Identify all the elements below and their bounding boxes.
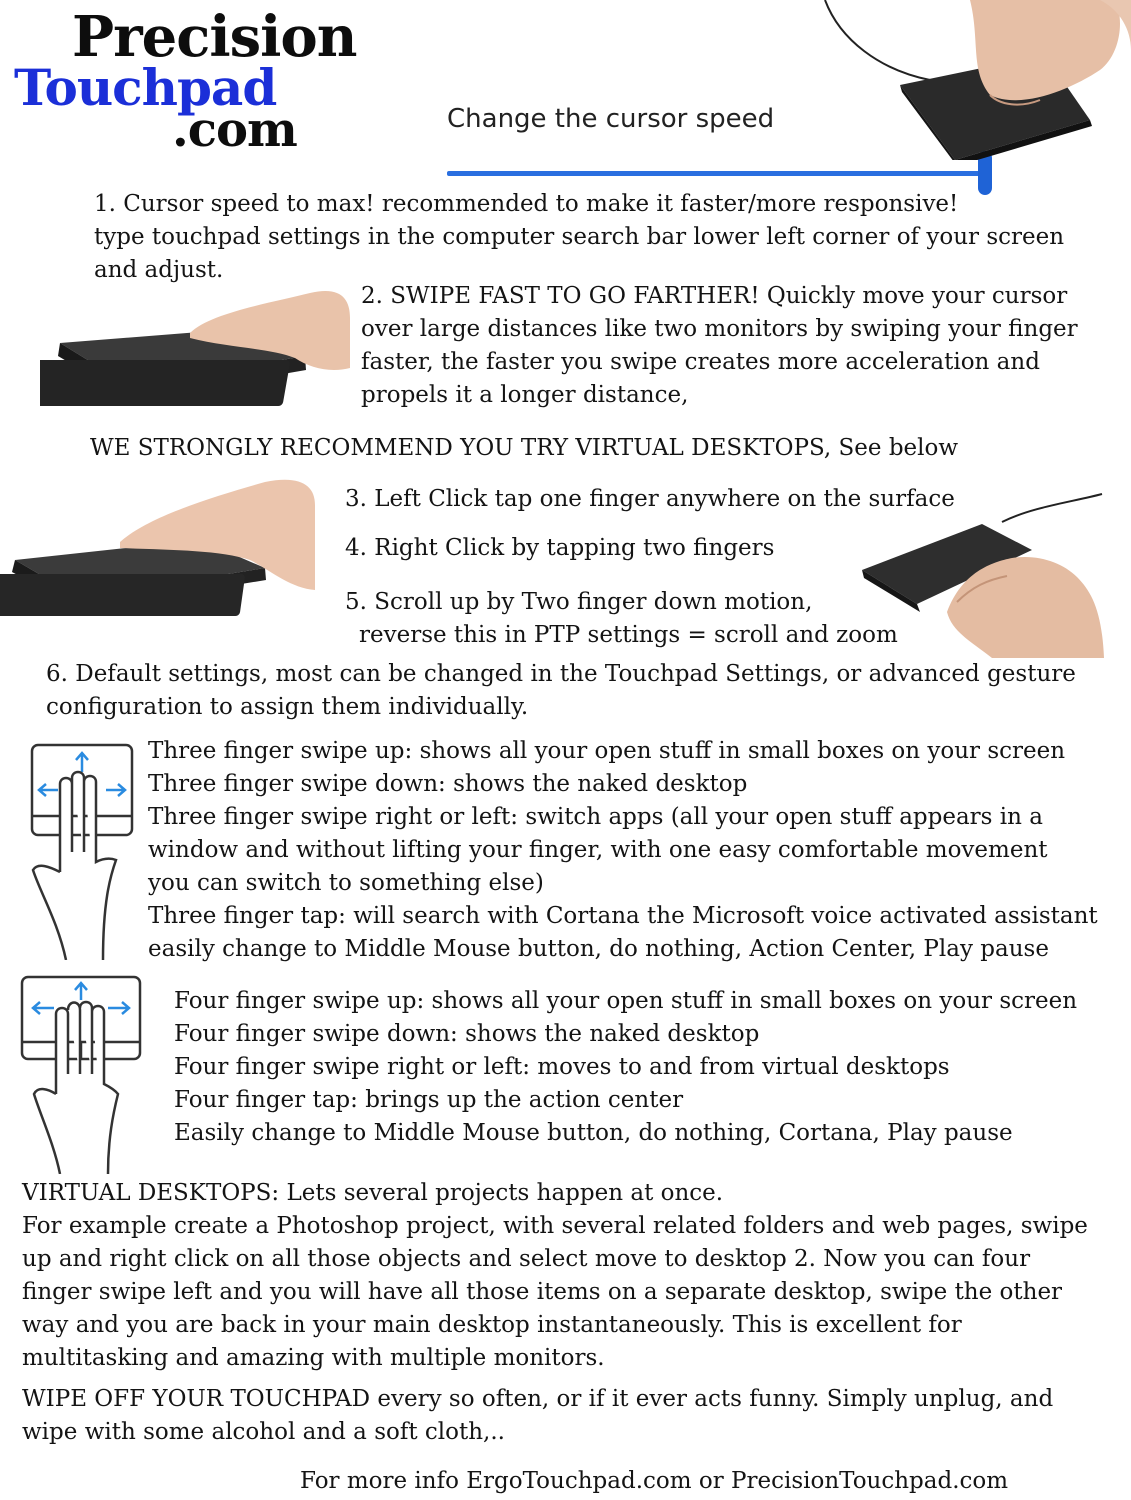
step1-line: type touchpad settings in the computer search bar lower left corner of your screen — [94, 224, 1065, 250]
step6-line: 6. Default settings, most can be changed in the Touchpad Settings, or advanced gesture — [46, 661, 1076, 687]
wipe-line: WIPE OFF YOUR TOUCHPAD every so often, or if it ever acts funny. Simply unplug, and — [22, 1386, 1054, 1412]
step1-text — [94, 188, 1064, 287]
step2-line: over large distances like two monitors by swiping your finger — [361, 316, 1078, 342]
footer-more-info: For more info ErgoTouchpad.com or PrecisionTouchpad.com — [300, 1468, 1009, 1494]
three-finger-line: you can switch to something else) — [148, 870, 544, 896]
three-finger-line: Three finger swipe right or left: switch apps (all your open stuff appears in a — [148, 804, 1043, 830]
finger-tap-photo — [0, 470, 315, 620]
step5-line: 5. Scroll up by Two finger down motion, — [345, 589, 813, 615]
virtual-desktops-recommendation: WE STRONGLY RECOMMEND YOU TRY VIRTUAL DESKTOPS, See below — [90, 435, 959, 461]
three-finger-line: Three finger swipe down: shows the naked desktop — [148, 771, 748, 797]
wipe-touchpad-paragraph — [22, 1383, 1053, 1449]
logo-precision-text: Precision — [72, 4, 357, 70]
four-finger-line: Four finger swipe down: shows the naked desktop — [174, 1021, 760, 1047]
three-finger-gesture-icon — [28, 742, 136, 960]
three-finger-line: easily change to Middle Mouse button, do nothing, Action Center, Play pause — [148, 936, 1049, 962]
step6-text — [46, 658, 1076, 724]
virtual-line: multitasking and amazing with multiple monitors. — [22, 1345, 605, 1371]
three-finger-line: window and without lifting your finger, with one easy comfortable movement — [148, 837, 1048, 863]
three-finger-line: Three finger tap: will search with Cortana the Microsoft voice activated assistant — [148, 903, 1098, 929]
logo-com-text: .com — [172, 102, 297, 158]
step2-line: 2. SWIPE FAST TO GO FARTHER! Quickly move your cursor — [361, 283, 1068, 309]
four-finger-gestures-text — [174, 985, 1077, 1150]
virtual-line: up and right click on all those objects and select move to desktop 2. Now you can four — [22, 1246, 1031, 1272]
virtual-line: way and you are back in your main desktop instantaneously. This is excellent for — [22, 1312, 962, 1338]
step2-text — [361, 280, 1078, 412]
four-finger-line: Four finger swipe up: shows all your open stuff in small boxes on your screen — [174, 988, 1078, 1014]
step6-line: configuration to assign them individually. — [46, 694, 529, 720]
touchpad-hand-photo-right — [862, 492, 1104, 658]
step5-line: reverse this in PTP settings = scroll and zoom — [359, 622, 898, 648]
step5-text — [345, 586, 898, 652]
step1-line: and adjust. — [94, 257, 224, 283]
cursor-speed-caption: Change the cursor speed — [447, 104, 775, 134]
finger-swipe-photo — [40, 278, 350, 413]
logo-touchpad-text: Touchpad — [14, 58, 277, 117]
step1-line: 1. Cursor speed to max! recommended to make it faster/more responsive! — [94, 191, 959, 217]
step2-line: propels it a longer distance, — [361, 382, 689, 408]
four-finger-line: Four finger tap: brings up the action center — [174, 1087, 684, 1113]
virtual-line: VIRTUAL DESKTOPS: Lets several projects happen at once. — [22, 1180, 724, 1206]
virtual-desktops-paragraph — [22, 1177, 1088, 1375]
step4-text: 4. Right Click by tapping two fingers — [345, 535, 775, 561]
wipe-line: wipe with some alcohol and a soft cloth,.. — [22, 1419, 505, 1445]
cursor-speed-slider-track — [447, 171, 983, 176]
virtual-line: For example create a Photoshop project, with several related folders and web pages, swipe — [22, 1213, 1088, 1239]
touchpad-hand-photo-top — [820, 0, 1131, 160]
four-finger-gesture-icon — [18, 974, 144, 1174]
four-finger-line: Four finger swipe right or left: moves to and from virtual desktops — [174, 1054, 950, 1080]
step2-line: faster, the faster you swipe creates more acceleration and — [361, 349, 1040, 375]
virtual-line: finger swipe left and you will have all those items on a separate desktop, swipe the other — [22, 1279, 1063, 1305]
step3-text: 3. Left Click tap one finger anywhere on the surface — [345, 486, 955, 512]
three-finger-line: Three finger swipe up: shows all your open stuff in small boxes on your screen — [148, 738, 1066, 764]
three-finger-gestures-text — [148, 735, 1098, 966]
four-finger-line: Easily change to Middle Mouse button, do nothing, Cortana, Play pause — [174, 1120, 1013, 1146]
